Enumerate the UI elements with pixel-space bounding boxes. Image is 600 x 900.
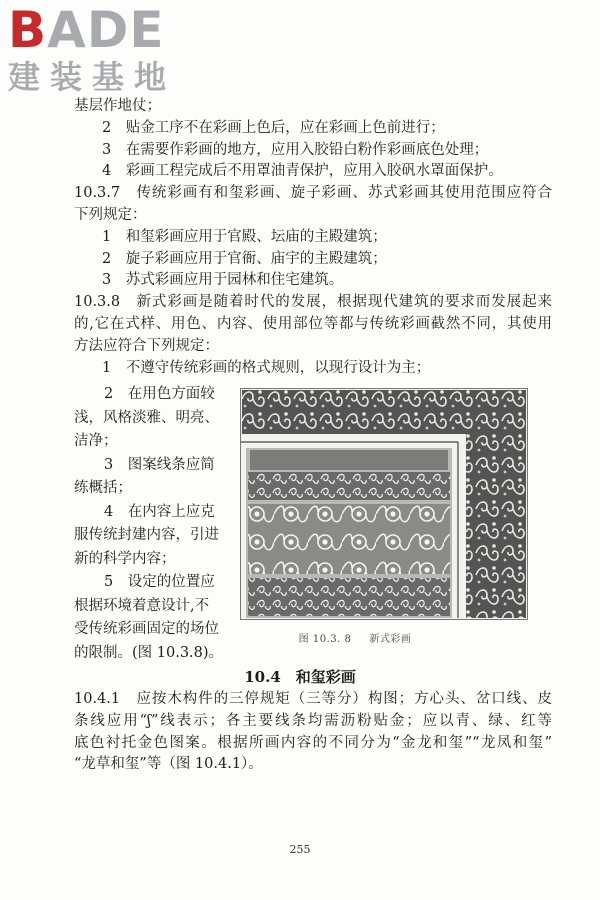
text-line: 3 在需要作彩画的地方，应用入胶铅白粉作彩画底色处理；	[102, 141, 489, 158]
text-line: “龙草和玺”等（图 10.4.1）。	[74, 756, 263, 773]
text-line: 浅，风格淡雅、明亮、	[74, 409, 219, 426]
text-line: 2 贴金工序不在彩画上色后，应在彩画上色前进行；	[102, 119, 445, 136]
figure-caption	[240, 630, 470, 645]
text-line: 10.4.1 应按木构件的三停规矩（三等分）构图；方心头、岔口线、皮	[74, 691, 552, 707]
text-line: 根据环境着意设计,不	[74, 597, 210, 614]
wrapped-text	[74, 383, 236, 665]
text-line: 5 设定的位置应	[104, 574, 215, 590]
text-line: 2 在用色方面较	[104, 386, 215, 402]
text-line: 的,它在式样、用色、内容、使用部位等都与传统彩画截然不同，其使用	[74, 315, 552, 332]
text-line: 2 旋子彩画应用于官衙、庙宇的主殿建筑；	[102, 250, 387, 267]
text-line: 底色衬托金色图案。根据所画内容的不同分为“金龙和玺”“龙凤和玺”	[74, 734, 552, 751]
section-heading: 10.4 和玺彩画	[244, 668, 356, 686]
text-line: 的限制。(图 10.3.8)。	[74, 644, 224, 661]
text-line: 下列规定：	[74, 206, 147, 223]
page-number: 255	[289, 843, 311, 856]
text-line: 1 不遵守传统彩画的格式规则，以现行设计为主；	[102, 359, 431, 376]
text-line: 10.3.8 新式彩画是随着时代的发展，根据现代建筑的要求而发展起来	[74, 294, 552, 311]
figure-image	[240, 388, 528, 620]
text-line: 条线应用“ʃ”线表示；各主要线条均需沥粉贴金；应以青、绿、红等	[74, 712, 552, 729]
text-line: 3 苏式彩画应用于园林和住宅建筑。	[102, 272, 344, 289]
logo-subtitle: 建装基地	[8, 58, 177, 96]
text-line: 10.3.7 传统彩画有和玺彩画、旋子彩画、苏式彩画其使用范围应符合	[74, 185, 552, 202]
text-line: 方法应符合下列规定：	[74, 337, 219, 354]
text-line: 4 在内容上应克	[104, 503, 215, 520]
body-text	[74, 96, 552, 379]
section-body	[74, 689, 552, 776]
text-line: 练概括；	[74, 480, 132, 496]
text-line: 服传统封建内容，引进	[74, 527, 219, 543]
text-line: 3 图案线条应简	[104, 456, 215, 473]
figure-title: 新式彩画	[369, 634, 412, 645]
text-line: 基层作地仗；	[74, 98, 161, 114]
brand-logo	[8, 1, 180, 100]
text-line: 受传统彩画固定的场位	[74, 621, 219, 637]
text-line: 洁净；	[74, 433, 118, 449]
logo-wordmark: BADE	[8, 1, 165, 59]
figure-number: 图 10.3. 8	[298, 634, 352, 645]
text-line: 新的科学内容；	[74, 550, 176, 567]
text-line: 4 彩画工程完成后不用罩油青保护，应用入胶矾水罩面保护。	[102, 163, 503, 180]
text-line: 1 和玺彩画应用于官殿、坛庙的主殿建筑；	[102, 228, 387, 245]
